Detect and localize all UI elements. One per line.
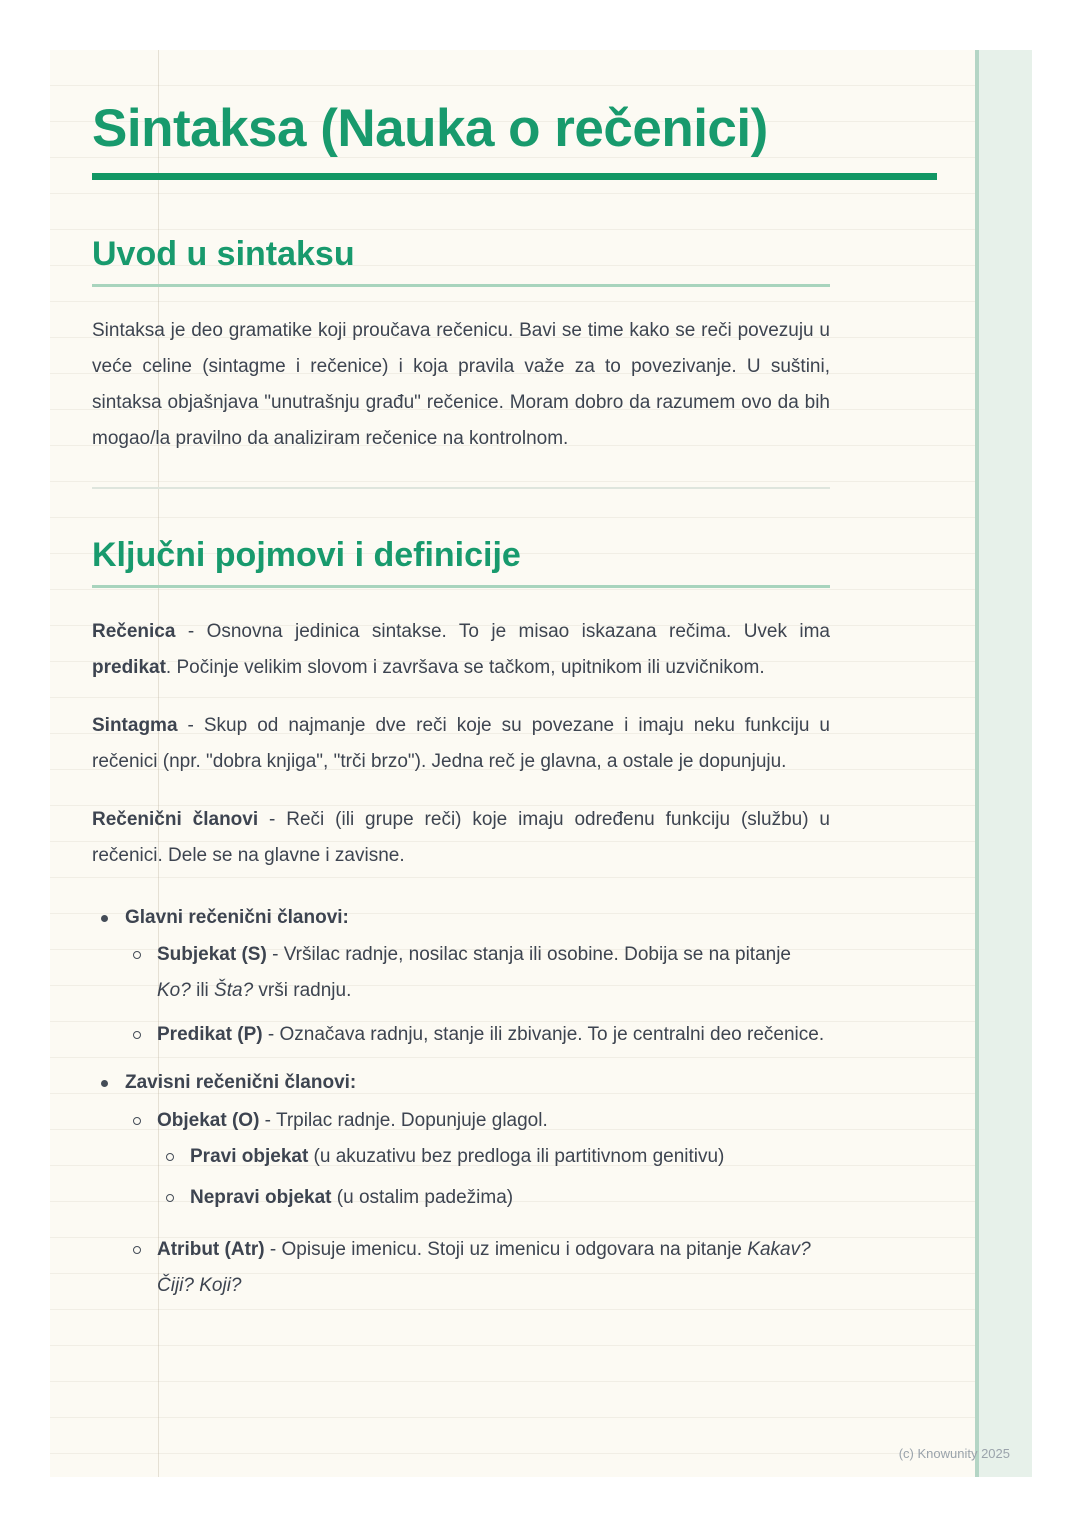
list-item-text: Pravi objekat (u akuzativu bez predloga ili partitivnom genitivu) bbox=[190, 1146, 725, 1167]
heading-underline bbox=[92, 585, 830, 588]
section-divider bbox=[92, 487, 830, 489]
circle-bullet-icon bbox=[133, 951, 141, 959]
paragraph-sintagma: Sintagma - Skup od najmanje dve reči koje su povezane i imaju neku funkciju u rečenici (npr. "dobra knjiga", "trči brzo"). Jedna reč je glavna, a ostale je dopunjuju. bbox=[92, 715, 830, 772]
list-item-atribut bbox=[124, 1232, 830, 1304]
section-uvod bbox=[92, 232, 830, 457]
bullet-icon bbox=[101, 915, 108, 922]
document-page bbox=[50, 50, 1032, 1477]
section-kljucni-pojmovi bbox=[92, 533, 830, 1304]
heading-underline bbox=[92, 284, 830, 287]
definitions-list bbox=[92, 900, 830, 1304]
page-title: Sintaksa (Nauka o rečenici) bbox=[92, 99, 768, 158]
list-item-subjekat bbox=[124, 937, 830, 1009]
circle-bullet-icon bbox=[133, 1117, 141, 1125]
bullet-icon bbox=[101, 1080, 108, 1087]
list-item-predikat bbox=[124, 1017, 830, 1053]
list-item-pravi-objekat bbox=[157, 1139, 830, 1175]
list-item-objekat bbox=[124, 1103, 830, 1139]
paragraph-recenica: Rečenica - Osnovna jedinica sintakse. To je misao iskazana rečima. Uvek ima predikat. Počinje velikim slovom i završava se tačkom, upitnikom ili uzvičnikom. bbox=[92, 621, 830, 678]
section-heading-kljucni: Ključni pojmovi i definicije bbox=[92, 536, 521, 574]
list-item-text: Zavisni rečenični članovi: bbox=[125, 1072, 357, 1093]
circle-bullet-icon bbox=[166, 1153, 174, 1161]
document-content bbox=[50, 50, 1032, 1304]
list-item-text: Atribut (Atr) - Opisuje imenicu. Stoji uz imenicu i odgovara na pitanje Kakav? Čiji? Koji? bbox=[157, 1239, 811, 1296]
list-item-nepravi-objekat bbox=[157, 1180, 830, 1216]
list-item-zavisni bbox=[92, 1065, 830, 1101]
paragraph-intro: Sintaksa je deo gramatike koji proučava rečenicu. Bavi se time kako se reči povezuju u veće celine (sintagme i rečenice) i koja pravila važe za to povezivanje. U suštini, sintaksa objašnjava "unutrašnju građu" rečenice. Moram dobro da razumem ovo da bih mogao/la pravilno da analiziram rečenice na kontrolnom. bbox=[92, 320, 830, 449]
list-item-text: Objekat (O) - Trpilac radnje. Dopunjuje glagol. bbox=[157, 1110, 548, 1131]
list-item-text: Nepravi objekat (u ostalim padežima) bbox=[190, 1187, 514, 1208]
section-heading-uvod: Uvod u sintaksu bbox=[92, 235, 355, 273]
list-item-glavni bbox=[92, 900, 830, 936]
circle-bullet-icon bbox=[133, 1031, 141, 1039]
copyright-footer: (c) Knowunity 2025 bbox=[898, 1446, 1010, 1461]
list-item-text: Glavni rečenični članovi: bbox=[125, 907, 349, 928]
circle-bullet-icon bbox=[166, 1194, 174, 1202]
list-item-text: Subjekat (S) - Vršilac radnje, nosilac stanja ili osobine. Dobija se na pitanje Ko? ili Šta? vrši radnju. bbox=[157, 944, 792, 1001]
title-rule bbox=[92, 173, 937, 180]
paragraph-recenicni-clanovi: Rečenični članovi - Reči (ili grupe reči) koje imaju određenu funkciju (službu) u rečenici. Dele se na glavne i zavisne. bbox=[92, 809, 830, 866]
list-item-text: Predikat (P) - Označava radnju, stanje ili zbivanje. To je centralni deo rečenice. bbox=[157, 1024, 825, 1045]
circle-bullet-icon bbox=[133, 1246, 141, 1254]
